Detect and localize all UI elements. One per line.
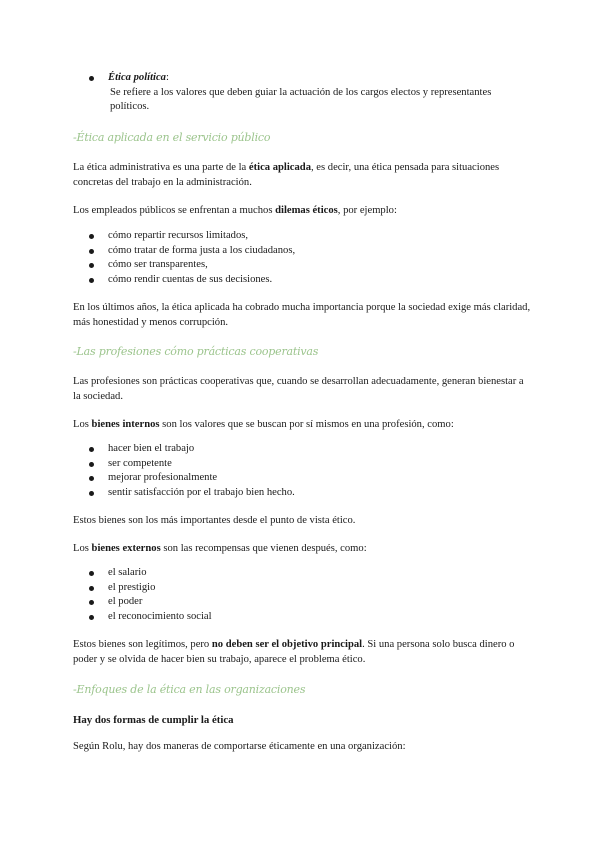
list-item: cómo repartir recursos limitados,: [73, 229, 533, 244]
paragraph: En los últimos años, la ética aplicada ha cobrado mucha importancia porque la sociedad exige más claridad, más honestidad y menos corrupción.: [73, 302, 531, 328]
dilemas-list: [73, 229, 533, 287]
bold-text: dilemas éticos: [275, 205, 338, 216]
paragraph: [73, 541, 533, 556]
list-item: hacer bien el trabajo: [73, 442, 533, 457]
paragraph: Según Rolu, hay dos maneras de comportarse éticamente en una organización:: [73, 741, 406, 752]
bold-text: bienes externos: [91, 543, 161, 554]
list-item: cómo tratar de forma justa a los ciudadanos,: [73, 244, 533, 259]
paragraph: [73, 203, 533, 218]
text: Los: [73, 543, 92, 554]
bold-text: no deben ser el objetivo principal: [211, 639, 363, 650]
bullet-icon: [89, 462, 94, 467]
text: . Si una persona solo busca dinero o poder y se olvida de hacer bien su trabajo, aparece el problema ético.: [73, 639, 515, 665]
text: son las recompensas que vienen después, como:: [160, 543, 367, 554]
paragraph: [73, 417, 533, 432]
bullet-icon: [89, 447, 94, 452]
paragraph: [73, 160, 533, 190]
text: son los valores que se buscan por sí mismos en una profesión, como:: [159, 419, 454, 430]
bullet-icon: [89, 278, 94, 283]
text: La ética administrativa es una parte de la: [73, 162, 249, 173]
bullet-icon: [89, 615, 94, 620]
bullet-icon: [89, 263, 94, 268]
etica-politica-item: [73, 71, 533, 115]
bullet-icon: [89, 234, 94, 239]
bold-text: ética aplicada: [248, 162, 311, 173]
text: Los: [73, 419, 92, 430]
list-item: ser competente: [73, 457, 533, 472]
text: , es decir, una ética pensada para situaciones concretas del trabajo en la administración.: [73, 162, 500, 188]
list-item: sentir satisfacción por el trabajo bien hecho.: [73, 486, 533, 501]
etica-politica-colon: :: [165, 72, 169, 83]
bullet-icon: [89, 76, 94, 81]
list-item: mejorar profesionalmente: [73, 471, 533, 486]
list-item: el poder: [73, 595, 533, 610]
subsection-title: Hay dos formas de cumplir la ética: [73, 714, 234, 726]
bienes-internos-list: [73, 442, 533, 500]
bold-text: bienes internos: [91, 419, 160, 430]
text: , por ejemplo:: [337, 205, 397, 216]
list-item: cómo rendir cuentas de sus decisiones.: [73, 273, 533, 288]
list-item: cómo ser transparentes,: [73, 258, 533, 273]
section-heading-etica-aplicada: -Ética aplicada en el servicio público: [73, 131, 271, 144]
etica-politica-title: Ética política: [108, 72, 166, 83]
bullet-icon: [89, 491, 94, 496]
bullet-icon: [89, 571, 94, 576]
section-heading-profesiones: -Las profesiones cómo prácticas cooperativas: [73, 345, 319, 358]
text: Estos bienes son legítimos, pero: [73, 639, 212, 650]
bienes-externos-list: [73, 566, 533, 624]
bullet-icon: [89, 600, 94, 605]
etica-politica-description: Se refiere a los valores que deben guiar la actuación de los cargos electos y representantes políticos.: [110, 86, 492, 113]
bullet-icon: [89, 476, 94, 481]
list-item: el prestigio: [73, 581, 533, 596]
bullet-icon: [89, 249, 94, 254]
paragraph: Las profesiones son prácticas cooperativas que, cuando se desarrollan adecuadamente, generan bienestar a la sociedad.: [73, 376, 524, 402]
list-item: el salario: [73, 566, 533, 581]
bullet-icon: [89, 586, 94, 591]
section-heading-enfoques: -Enfoques de la ética en las organizaciones: [73, 683, 306, 696]
paragraph: Estos bienes son los más importantes desde el punto de vista ético.: [73, 515, 356, 526]
paragraph: [73, 637, 533, 667]
list-item: el reconocimiento social: [73, 610, 533, 625]
text: Los empleados públicos se enfrentan a muchos: [73, 205, 276, 216]
